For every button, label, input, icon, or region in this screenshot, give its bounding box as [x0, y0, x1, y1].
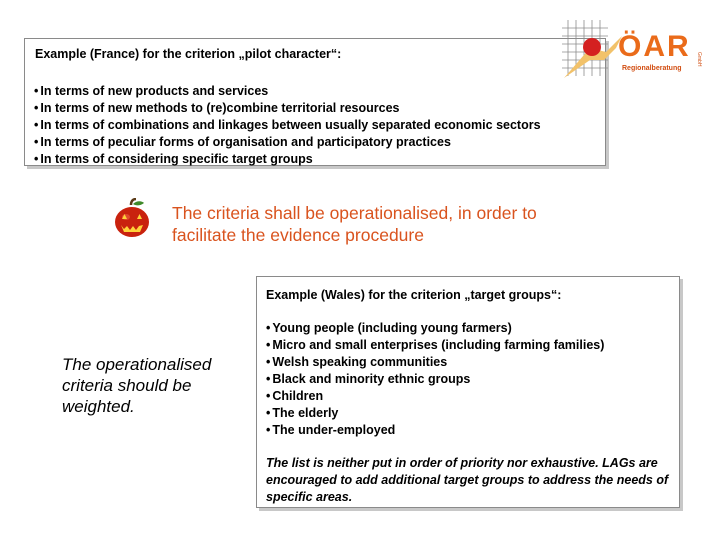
- list-item: • Children: [266, 388, 604, 405]
- logo-subtitle: Regionalberatung: [622, 65, 682, 72]
- list-item: • In terms of peculiar forms of organisation and participatory practices: [34, 134, 541, 151]
- list-item: • Welsh speaking communities: [266, 354, 604, 371]
- list-item: • In terms of new methods to (re)combine territorial resources: [34, 100, 541, 117]
- list-item: • In terms of new products and services: [34, 83, 541, 100]
- wales-example-box: [256, 276, 680, 508]
- criteria-statement: The criteria shall be operationalised, in order to facilitate the evidence procedure: [172, 203, 537, 245]
- france-criteria-list: [34, 83, 541, 168]
- logo-suffix: GmbH: [696, 52, 702, 67]
- jack-o-lantern-icon: [112, 198, 152, 240]
- france-example-box: [24, 38, 606, 166]
- list-item: • The elderly: [266, 405, 604, 422]
- list-item: • Black and minority ethnic groups: [266, 371, 604, 388]
- list-item: • In terms of considering specific target groups: [34, 151, 541, 168]
- list-item: • The under-employed: [266, 422, 604, 439]
- oear-logo: [560, 14, 706, 94]
- list-item: • In terms of combinations and linkages between usually separated economic sectors: [34, 117, 541, 134]
- weighted-statement: The operationalised criteria should be weighted.: [62, 355, 212, 416]
- wales-target-groups-list: [266, 320, 604, 439]
- france-example-heading: Example (France) for the criterion „pilot character“:: [35, 47, 342, 61]
- list-item: • Micro and small enterprises (including farming families): [266, 337, 604, 354]
- wales-note: The list is neither put in order of priority nor exhaustive. LAGs are encouraged to add additional target groups to address the needs of specific areas.: [266, 456, 669, 504]
- wales-example-heading: Example (Wales) for the criterion „target groups“:: [266, 288, 562, 302]
- list-item: • Young people (including young farmers): [266, 320, 604, 337]
- logo-brand-text: ÖAR: [618, 30, 691, 63]
